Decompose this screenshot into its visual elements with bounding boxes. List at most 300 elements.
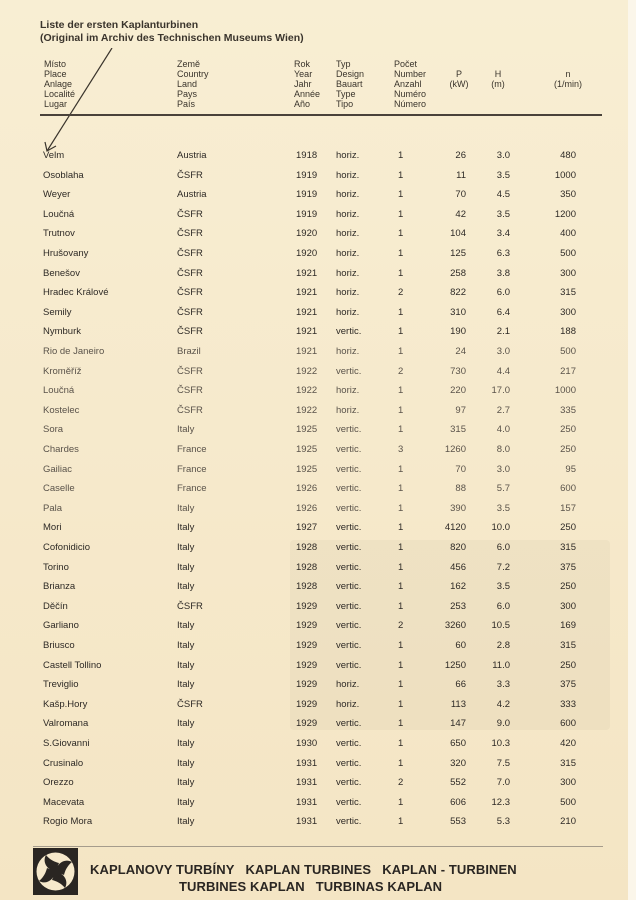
cell-year: 1926 bbox=[296, 502, 318, 514]
cell-type: horiz. bbox=[336, 385, 360, 397]
cell-h: 3.3 bbox=[496, 679, 510, 691]
header-label: (kW) bbox=[449, 79, 469, 89]
cell-n: 333 bbox=[560, 698, 576, 710]
cell-place: Děčín bbox=[43, 600, 68, 612]
cell-country: Austria bbox=[177, 150, 207, 161]
cell-type: horiz. bbox=[336, 404, 360, 416]
cell-h: 6.4 bbox=[496, 306, 510, 318]
table-row bbox=[0, 758, 636, 772]
cell-type: vertic. bbox=[336, 777, 362, 789]
cell-year: 1929 bbox=[296, 659, 318, 671]
cell-h: 5.3 bbox=[496, 816, 510, 828]
cell-n: 315 bbox=[560, 757, 576, 769]
cell-year: 1921 bbox=[296, 306, 318, 318]
cell-p: 66 bbox=[455, 679, 466, 691]
table-row bbox=[0, 562, 636, 576]
cell-num: 1 bbox=[398, 189, 404, 201]
cell-country: ČSFR bbox=[177, 208, 203, 220]
header-label: Typ bbox=[336, 59, 351, 69]
cell-year: 1927 bbox=[296, 522, 318, 534]
cell-type: vertic. bbox=[336, 620, 362, 632]
header-label: Počet bbox=[394, 59, 418, 69]
cell-h: 6.0 bbox=[496, 287, 510, 299]
cell-country: Austria bbox=[177, 189, 207, 201]
table-row bbox=[0, 679, 636, 693]
footer-line-2 bbox=[179, 879, 453, 894]
cell-num: 2 bbox=[398, 777, 404, 789]
cell-country: Italy bbox=[177, 620, 195, 632]
cell-p: 42 bbox=[455, 208, 466, 220]
cell-country: ČSFR bbox=[177, 404, 203, 416]
cell-type: vertic. bbox=[336, 326, 362, 338]
cell-country: Italy bbox=[177, 424, 195, 436]
cell-place: Kašp.Hory bbox=[43, 698, 88, 710]
cell-p: 730 bbox=[450, 365, 466, 377]
cell-type: horiz. bbox=[336, 346, 360, 357]
header-label: Año bbox=[294, 99, 311, 109]
cell-place: Velm bbox=[43, 150, 65, 161]
cell-type: horiz. bbox=[336, 267, 360, 279]
header-label: (1/min) bbox=[553, 79, 582, 89]
table-row bbox=[0, 307, 636, 321]
cell-h: 2.1 bbox=[496, 326, 510, 338]
cell-h: 6.0 bbox=[496, 600, 510, 612]
table-row bbox=[0, 542, 636, 556]
table-row bbox=[0, 738, 636, 752]
cell-h: 9.0 bbox=[496, 718, 510, 730]
cell-year: 1929 bbox=[296, 640, 318, 651]
cell-n: 300 bbox=[560, 306, 576, 318]
cell-p: 70 bbox=[455, 463, 466, 475]
cell-p: 820 bbox=[450, 542, 466, 553]
table-row bbox=[0, 170, 636, 184]
cell-type: vertic. bbox=[336, 659, 362, 671]
cell-p: 1250 bbox=[444, 659, 466, 671]
cell-place: Weyer bbox=[43, 189, 71, 201]
header-label: Bauart bbox=[336, 79, 363, 89]
cell-p: 1260 bbox=[444, 444, 466, 455]
cell-h: 17.0 bbox=[491, 385, 510, 397]
cell-type: horiz. bbox=[336, 169, 360, 181]
cell-num: 1 bbox=[398, 561, 404, 573]
table-row bbox=[0, 405, 636, 419]
cell-p: 220 bbox=[450, 385, 466, 397]
cell-p: 113 bbox=[450, 698, 466, 710]
cell-type: vertic. bbox=[336, 522, 362, 534]
cell-country: ČSFR bbox=[177, 365, 203, 377]
cell-type: vertic. bbox=[336, 718, 362, 730]
cell-h: 3.5 bbox=[496, 581, 510, 593]
cell-h: 4.0 bbox=[496, 424, 510, 436]
cell-type: vertic. bbox=[336, 424, 362, 436]
cell-year: 1921 bbox=[296, 346, 318, 357]
cell-year: 1929 bbox=[296, 600, 318, 612]
cell-num: 1 bbox=[398, 679, 404, 691]
header-label: P bbox=[455, 69, 462, 79]
cell-n: 420 bbox=[560, 738, 576, 749]
table-row bbox=[0, 150, 636, 164]
cell-type: horiz. bbox=[336, 679, 360, 691]
cell-type: horiz. bbox=[336, 228, 360, 240]
header-label: Tipo bbox=[336, 99, 354, 109]
cell-country: ČSFR bbox=[177, 326, 203, 338]
cell-num: 1 bbox=[398, 169, 404, 181]
table-row bbox=[0, 444, 636, 458]
cell-country: Italy bbox=[177, 679, 195, 691]
cell-year: 1931 bbox=[296, 757, 318, 769]
cell-num: 1 bbox=[398, 816, 404, 828]
cell-p: 104 bbox=[450, 228, 466, 240]
table-row bbox=[0, 777, 636, 791]
table-row bbox=[0, 189, 636, 203]
cell-year: 1919 bbox=[296, 189, 318, 201]
cell-p: 320 bbox=[450, 757, 466, 769]
cell-n: 157 bbox=[560, 502, 576, 514]
cell-n: 500 bbox=[560, 346, 576, 357]
cell-type: vertic. bbox=[336, 581, 362, 593]
header-label: Número bbox=[394, 99, 427, 109]
cell-n: 600 bbox=[560, 718, 576, 730]
cell-num: 1 bbox=[398, 208, 404, 220]
cell-p: 26 bbox=[455, 150, 466, 161]
cell-n: 300 bbox=[560, 600, 576, 612]
cell-p: 456 bbox=[450, 561, 466, 573]
cell-country: France bbox=[177, 463, 207, 475]
cell-place: Brianza bbox=[43, 581, 76, 593]
cell-h: 3.8 bbox=[496, 267, 510, 279]
cell-place: Caselle bbox=[43, 483, 75, 495]
cell-place: S.Giovanni bbox=[43, 738, 90, 749]
cell-n: 1000 bbox=[554, 385, 576, 397]
cell-year: 1922 bbox=[296, 365, 318, 377]
table-row bbox=[0, 326, 636, 340]
title-line-1: Liste der ersten Kaplanturbinen bbox=[40, 19, 199, 31]
cell-n: 1200 bbox=[554, 208, 576, 220]
cell-p: 147 bbox=[450, 718, 466, 730]
cell-num: 1 bbox=[398, 326, 404, 338]
table-row bbox=[0, 385, 636, 399]
cell-h: 2.7 bbox=[496, 404, 510, 416]
cell-num: 1 bbox=[398, 150, 404, 161]
cell-num: 1 bbox=[398, 640, 404, 651]
cell-p: 70 bbox=[455, 189, 466, 201]
cell-place: Kroměříž bbox=[43, 365, 82, 377]
cell-num: 1 bbox=[398, 600, 404, 612]
cell-type: horiz. bbox=[336, 698, 360, 710]
cell-num: 1 bbox=[398, 581, 404, 593]
header-label: Jahr bbox=[294, 79, 312, 89]
cell-p: 553 bbox=[450, 816, 466, 828]
table-row bbox=[0, 287, 636, 301]
cell-h: 12.3 bbox=[491, 796, 510, 808]
cell-place: Gailiac bbox=[43, 463, 73, 475]
cell-p: 125 bbox=[450, 248, 466, 259]
cell-year: 1925 bbox=[296, 424, 318, 436]
table-row bbox=[0, 483, 636, 497]
cell-n: 250 bbox=[560, 424, 576, 436]
cell-year: 1920 bbox=[296, 248, 318, 259]
cell-place: Loučná bbox=[43, 385, 75, 397]
cell-num: 3 bbox=[398, 444, 404, 455]
cell-year: 1928 bbox=[296, 542, 318, 553]
cell-country: ČSFR bbox=[177, 267, 203, 279]
cell-p: 60 bbox=[455, 640, 466, 651]
header-label: Place bbox=[44, 69, 67, 79]
cell-h: 3.5 bbox=[496, 208, 510, 220]
cell-type: vertic. bbox=[336, 444, 362, 455]
cell-n: 250 bbox=[560, 522, 576, 534]
cell-n: 315 bbox=[560, 542, 576, 553]
table-row bbox=[0, 366, 636, 380]
cell-place: Crusinalo bbox=[43, 757, 84, 769]
cell-h: 11.0 bbox=[492, 659, 510, 671]
cell-place: Rogio Mora bbox=[43, 816, 93, 828]
cell-num: 1 bbox=[398, 542, 404, 553]
header-label: Année bbox=[294, 89, 321, 99]
cell-year: 1920 bbox=[296, 228, 318, 240]
cell-n: 375 bbox=[560, 679, 576, 691]
cell-year: 1929 bbox=[296, 718, 318, 730]
cell-n: 250 bbox=[560, 444, 576, 455]
cell-place: Benešov bbox=[43, 267, 80, 279]
table-row bbox=[0, 620, 636, 634]
cell-num: 1 bbox=[398, 659, 404, 671]
cell-country: ČSFR bbox=[177, 169, 203, 181]
header-label: Land bbox=[177, 79, 198, 89]
cell-country: ČSFR bbox=[177, 228, 203, 240]
cell-h: 3.5 bbox=[496, 169, 510, 181]
cell-n: 500 bbox=[560, 248, 576, 259]
cell-year: 1928 bbox=[296, 581, 318, 593]
cell-year: 1929 bbox=[296, 620, 318, 632]
cell-num: 1 bbox=[398, 346, 404, 357]
header-label: Type bbox=[336, 89, 356, 99]
cell-type: vertic. bbox=[336, 365, 362, 377]
cell-n: 350 bbox=[560, 189, 576, 201]
cell-type: horiz. bbox=[336, 150, 360, 161]
cell-country: Italy bbox=[177, 502, 195, 514]
cell-year: 1921 bbox=[296, 326, 318, 338]
cell-n: 217 bbox=[560, 365, 576, 377]
table-row bbox=[0, 268, 636, 282]
cell-place: Pala bbox=[43, 502, 63, 514]
cell-country: Italy bbox=[177, 718, 195, 730]
cell-h: 3.5 bbox=[496, 502, 510, 514]
cell-n: 300 bbox=[560, 777, 576, 789]
cell-country: ČSFR bbox=[177, 248, 203, 259]
cell-place: Briusco bbox=[43, 640, 75, 651]
cell-year: 1926 bbox=[296, 483, 318, 495]
cell-country: Italy bbox=[177, 757, 195, 769]
cell-country: Italy bbox=[177, 816, 195, 828]
cell-p: 88 bbox=[455, 483, 466, 495]
cell-year: 1929 bbox=[296, 679, 318, 691]
title-line-2: (Original im Archiv des Technischen Museums Wien) bbox=[40, 32, 304, 44]
cell-n: 315 bbox=[560, 287, 576, 299]
cell-place: Rio de Janeiro bbox=[43, 346, 105, 357]
cell-country: ČSFR bbox=[177, 600, 203, 612]
cell-type: vertic. bbox=[336, 757, 362, 769]
cell-p: 190 bbox=[450, 326, 466, 338]
cell-n: 250 bbox=[560, 659, 576, 671]
table-row bbox=[0, 797, 636, 811]
cell-n: 480 bbox=[560, 150, 576, 161]
cell-h: 3.0 bbox=[496, 463, 510, 475]
cell-country: Italy bbox=[177, 738, 195, 749]
cell-p: 390 bbox=[450, 502, 466, 514]
cell-type: horiz. bbox=[336, 208, 360, 220]
cell-country: Italy bbox=[177, 542, 195, 553]
cell-country: ČSFR bbox=[177, 385, 203, 397]
header-label: Rok bbox=[294, 59, 311, 69]
cell-type: horiz. bbox=[336, 189, 360, 201]
cell-num: 1 bbox=[398, 404, 404, 416]
cell-country: France bbox=[177, 483, 207, 495]
table-row bbox=[0, 660, 636, 674]
cell-h: 7.0 bbox=[496, 777, 510, 789]
cell-p: 24 bbox=[455, 346, 466, 357]
cell-h: 4.5 bbox=[496, 189, 510, 201]
cell-n: 188 bbox=[560, 326, 576, 338]
header-label: Anlage bbox=[44, 79, 73, 89]
cell-year: 1922 bbox=[296, 404, 318, 416]
cell-year: 1931 bbox=[296, 816, 318, 828]
table-row bbox=[0, 601, 636, 615]
cell-place: Hrušovany bbox=[43, 248, 89, 259]
cell-num: 1 bbox=[398, 502, 404, 514]
cell-num: 1 bbox=[398, 718, 404, 730]
table-row bbox=[0, 581, 636, 595]
cell-p: 822 bbox=[450, 287, 466, 299]
cell-place: Treviglio bbox=[43, 679, 79, 691]
header-label: Místo bbox=[44, 59, 67, 69]
header-label: Number bbox=[394, 69, 427, 79]
footer-text: TURBINAS KAPLAN bbox=[315, 879, 443, 894]
cell-country: ČSFR bbox=[177, 698, 203, 710]
cell-h: 6.3 bbox=[496, 248, 510, 259]
cell-num: 1 bbox=[398, 228, 404, 240]
cell-year: 1931 bbox=[296, 796, 318, 808]
cell-place: Valromana bbox=[43, 718, 89, 730]
cell-country: ČSFR bbox=[177, 287, 203, 299]
cell-country: France bbox=[177, 444, 207, 455]
cell-n: 400 bbox=[560, 228, 576, 240]
header-label: Lugar bbox=[44, 99, 68, 109]
header-label: Localité bbox=[44, 89, 76, 99]
cell-type: horiz. bbox=[336, 287, 360, 299]
cell-year: 1922 bbox=[296, 385, 318, 397]
cell-n: 335 bbox=[560, 404, 576, 416]
cell-n: 1000 bbox=[554, 169, 576, 181]
cell-n: 210 bbox=[560, 816, 576, 828]
footer-text: KAPLAN TURBINES bbox=[245, 862, 372, 877]
footer-text: TURBINES KAPLAN bbox=[179, 879, 305, 894]
table-row bbox=[0, 640, 636, 654]
kaplan-turbine-logo-icon bbox=[33, 848, 78, 895]
table-row bbox=[0, 522, 636, 536]
cell-place: Trutnov bbox=[43, 228, 75, 240]
cell-h: 8.0 bbox=[496, 444, 510, 455]
table-row bbox=[0, 718, 636, 732]
cell-year: 1919 bbox=[296, 208, 318, 220]
cell-place: Kostelec bbox=[43, 404, 80, 416]
cell-country: Italy bbox=[177, 581, 195, 593]
cell-country: Italy bbox=[177, 640, 195, 651]
cell-num: 2 bbox=[398, 287, 404, 299]
cell-h: 7.5 bbox=[496, 757, 510, 769]
cell-num: 2 bbox=[398, 620, 404, 632]
table-row bbox=[0, 228, 636, 242]
cell-year: 1921 bbox=[296, 287, 318, 299]
cell-place: Orezzo bbox=[43, 777, 74, 789]
cell-num: 1 bbox=[398, 483, 404, 495]
cell-place: Nymburk bbox=[43, 326, 82, 338]
header-label: Design bbox=[336, 69, 365, 79]
cell-country: Italy bbox=[177, 796, 195, 808]
table-row bbox=[0, 424, 636, 438]
cell-h: 10.0 bbox=[491, 522, 510, 534]
cell-type: vertic. bbox=[336, 483, 362, 495]
cell-p: 606 bbox=[450, 796, 466, 808]
cell-place: Osoblaha bbox=[43, 169, 84, 181]
cell-n: 95 bbox=[565, 463, 576, 475]
cell-place: Garliano bbox=[43, 620, 79, 632]
cell-num: 1 bbox=[398, 738, 404, 749]
header-label: Pays bbox=[177, 89, 198, 99]
cell-num: 1 bbox=[398, 698, 404, 710]
header-label: País bbox=[177, 99, 196, 109]
footer-text: KAPLAN - TURBINEN bbox=[382, 862, 517, 877]
header-label: Year bbox=[294, 69, 313, 79]
cell-type: horiz. bbox=[336, 248, 360, 259]
header-label: Numéro bbox=[394, 89, 427, 99]
cell-h: 10.5 bbox=[491, 620, 510, 632]
table-row bbox=[0, 346, 636, 360]
cell-p: 162 bbox=[450, 581, 466, 593]
cell-h: 4.2 bbox=[496, 698, 510, 710]
cell-num: 1 bbox=[398, 522, 404, 534]
cell-country: Italy bbox=[177, 561, 195, 573]
cell-num: 1 bbox=[398, 306, 404, 318]
cell-num: 1 bbox=[398, 463, 404, 475]
cell-num: 1 bbox=[398, 248, 404, 259]
cell-h: 2.8 bbox=[496, 640, 510, 651]
cell-num: 1 bbox=[398, 424, 404, 436]
cell-type: vertic. bbox=[336, 463, 362, 475]
cell-p: 4120 bbox=[444, 522, 466, 534]
cell-year: 1925 bbox=[296, 444, 318, 455]
cell-p: 258 bbox=[450, 267, 466, 279]
cell-num: 1 bbox=[398, 267, 404, 279]
header-label: n bbox=[565, 69, 571, 79]
cell-p: 552 bbox=[450, 777, 466, 789]
cell-country: Italy bbox=[177, 522, 195, 534]
cell-year: 1931 bbox=[296, 777, 318, 789]
header-label: H bbox=[494, 69, 502, 79]
cell-place: Sora bbox=[43, 424, 64, 436]
cell-year: 1925 bbox=[296, 463, 318, 475]
cell-n: 169 bbox=[560, 620, 576, 632]
cell-n: 500 bbox=[560, 796, 576, 808]
header-label: Country bbox=[177, 69, 209, 79]
cell-h: 3.4 bbox=[496, 228, 510, 240]
cell-place: Macevata bbox=[43, 796, 85, 808]
cell-country: ČSFR bbox=[177, 306, 203, 318]
footer-rule bbox=[33, 846, 603, 847]
table-row bbox=[0, 816, 636, 830]
cell-year: 1919 bbox=[296, 169, 318, 181]
cell-place: Torino bbox=[43, 561, 69, 573]
